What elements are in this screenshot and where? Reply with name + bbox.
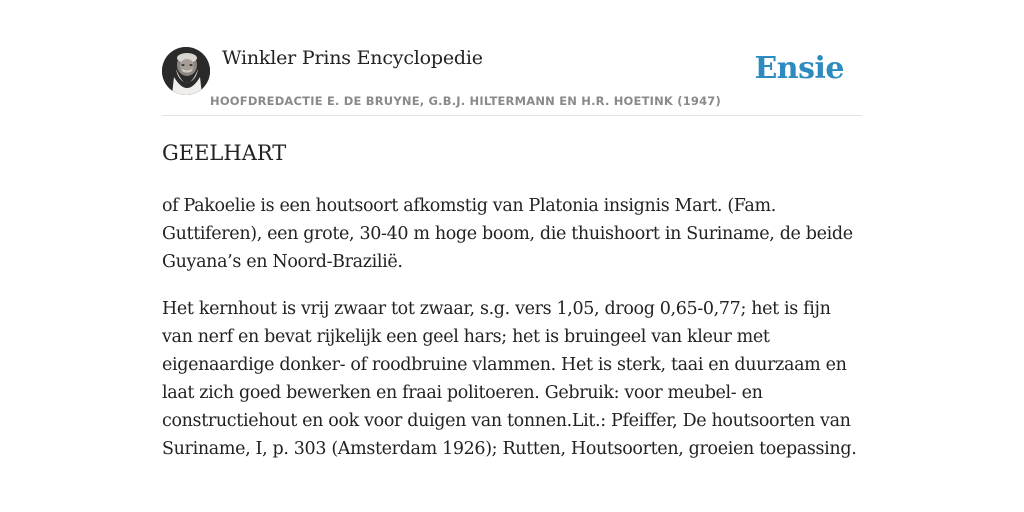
article-paragraph-2: Het kernhout is vrij zwaar tot zwaar, s.g. vers 1,05, droog 0,65-0,77; het is fijn van nerf en bevat rijkelijk een geel hars; het is bruingeel van kleur met eigenaardige donker- of roodbruine vlammen. Het is sterk, taai en duurzaam en laat zich goed bewerken en fraai politoeren. Gebruik: voor meubel- en constructiehout en ook voor duigen van tonnen.Lit.: Pfeiffer, De houtsoorten van Suriname, I, p. 303 (Amsterdam 1926); Rutten, Houtsoorten, groeien toepassing.: [162, 299, 857, 459]
site-title[interactable]: Winkler Prins Encyclopedie: [222, 47, 483, 69]
article-paragraph-1: of Pakoelie is een houtsoort afkomstig van Platonia insignis Mart. (Fam. Guttiferen), een grote, 30-40 m hoge boom, die thuishoort in Suriname, de beide Guyana’s en Noord-Brazilië.: [162, 196, 853, 272]
article-title: GEELHART: [162, 141, 287, 165]
author-avatar[interactable]: [162, 47, 210, 95]
ensie-logo-link[interactable]: Ensie: [754, 51, 844, 86]
editors-subtitle: HOOFDREDACTIE E. DE BRUYNE, G.B.J. HILTERMANN EN H.R. HOETINK (1947): [210, 94, 721, 108]
bearded-man-portrait-icon: [162, 47, 210, 95]
site-header: [162, 46, 862, 116]
